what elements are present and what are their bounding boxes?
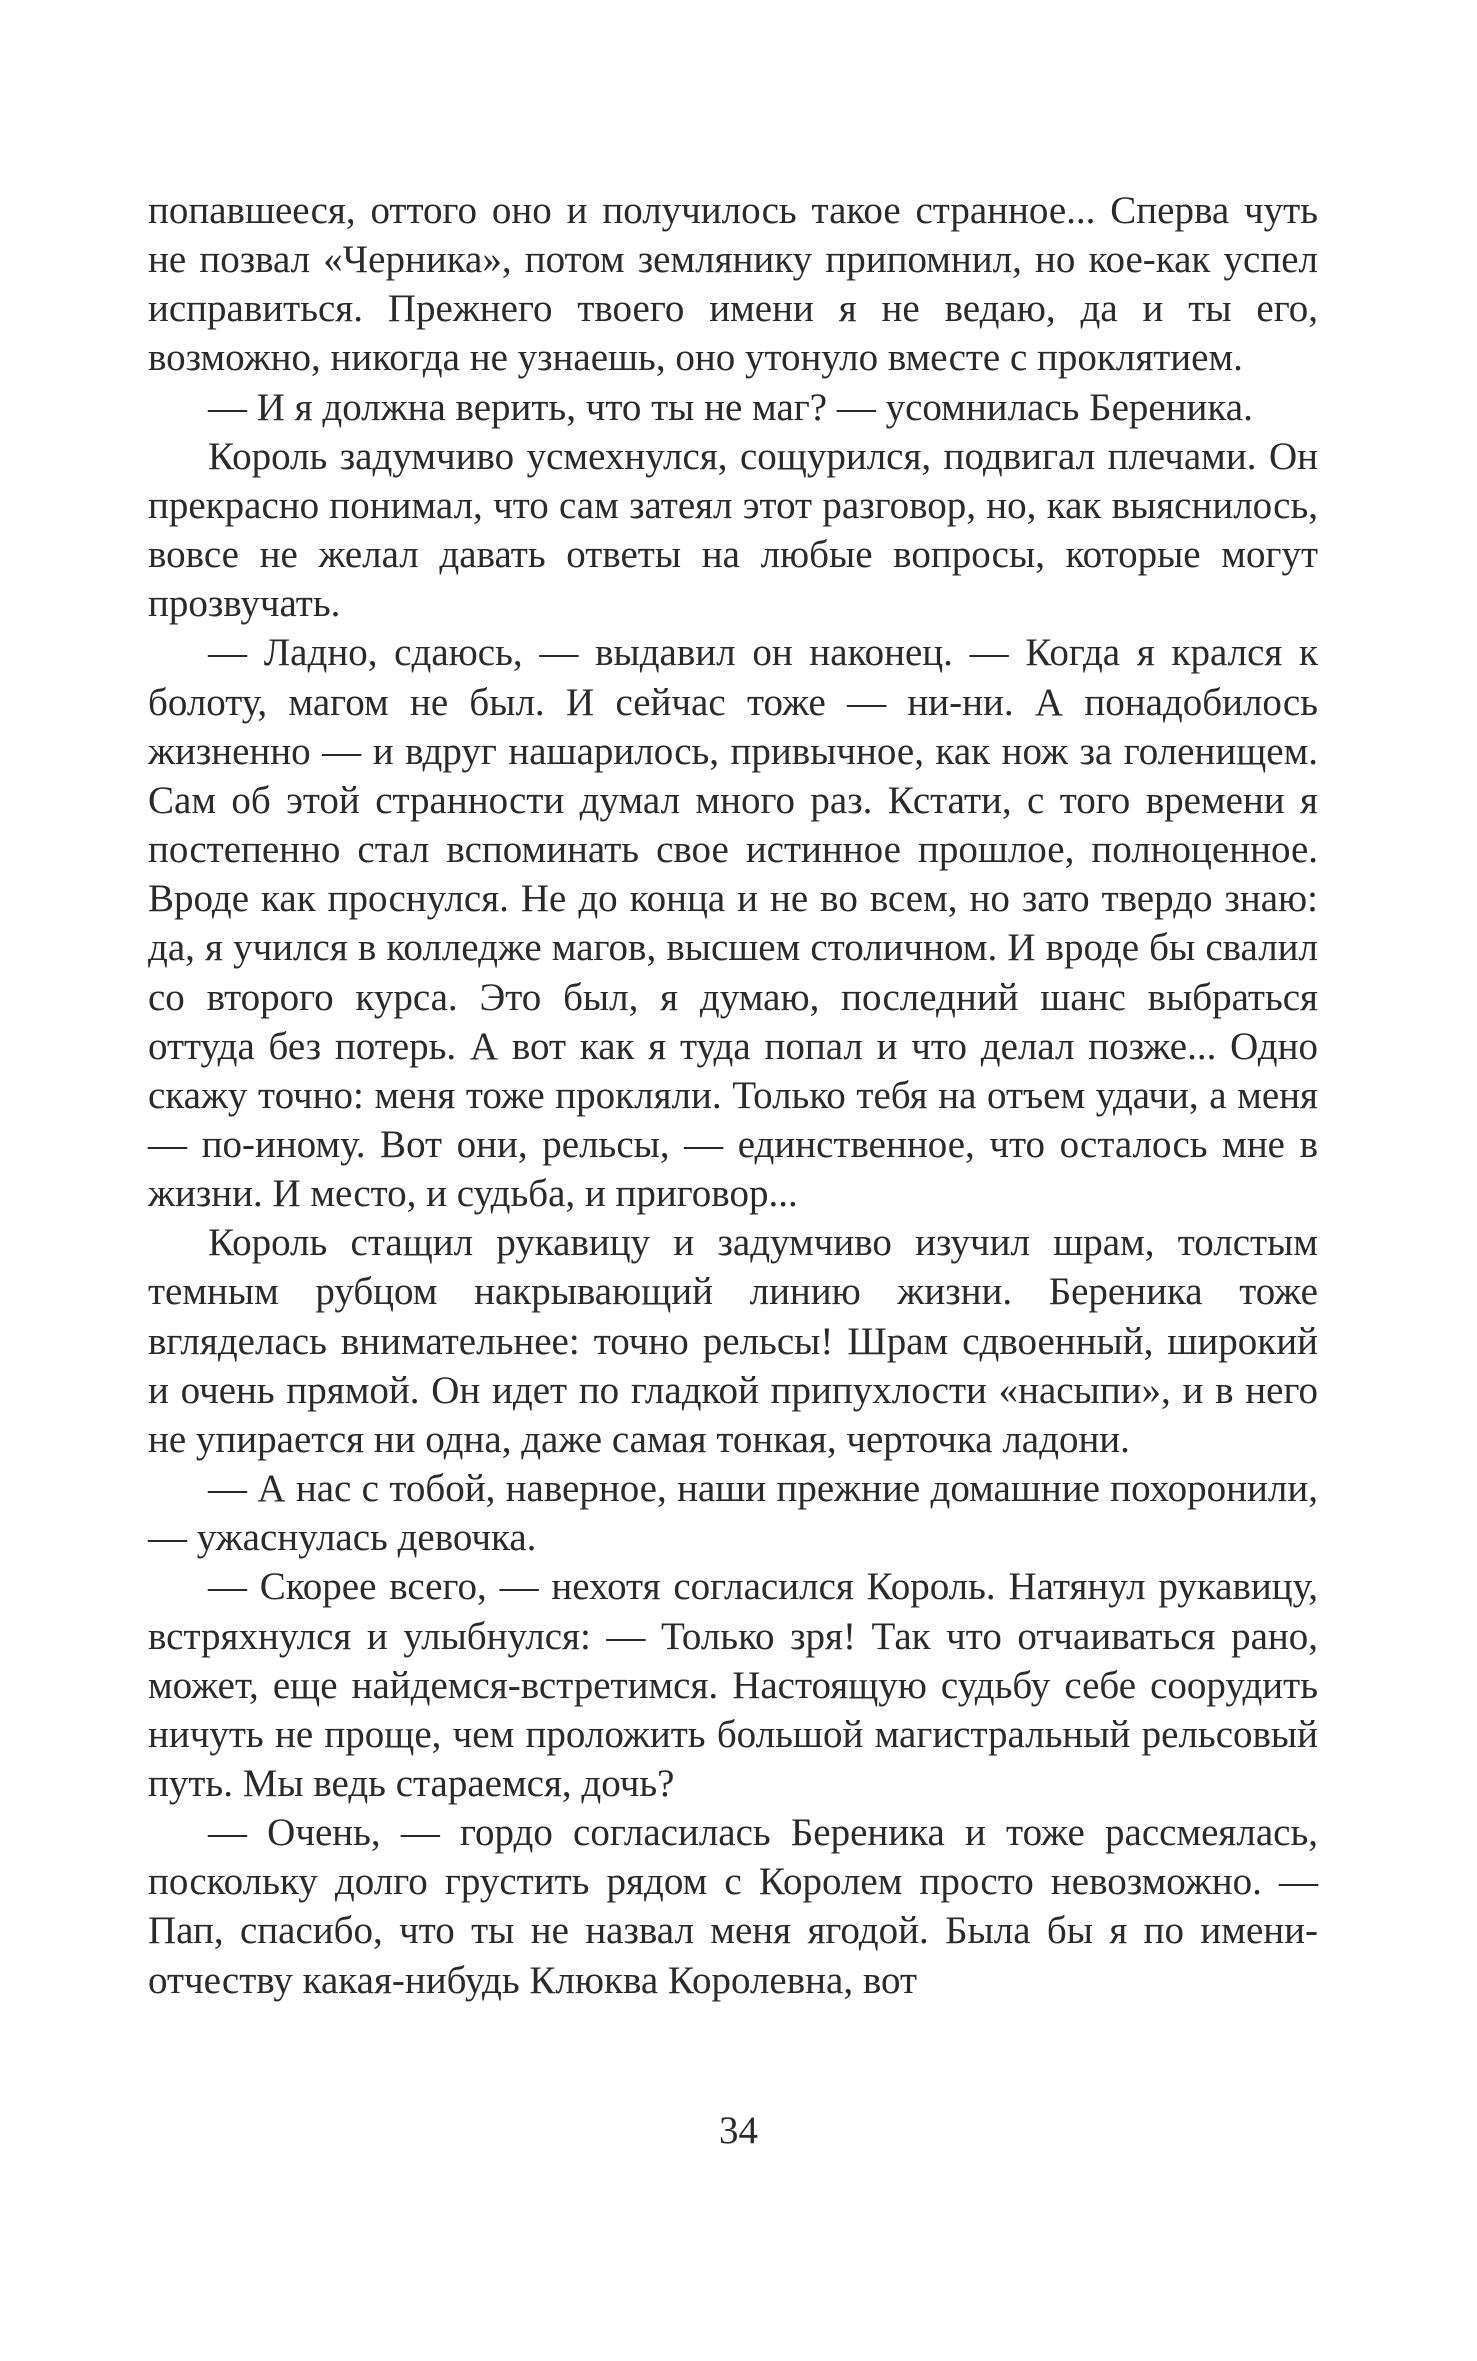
paragraph: попавшееся, оттого оно и получилось такое странное... Сперва чуть не позвал «Черника», потом землянику припомнил, но кое-как успел исправиться. Прежнего твоего имени я не ведаю, да и ты его, возможно, никогда не узнаешь, оно утонуло вместе с проклятием. <box>148 189 1318 380</box>
page-number: 34 <box>719 2109 758 2152</box>
paragraph: — Очень, — гордо согласилась Береника и тоже рассмеялась, поскольку долго грустить рядом с Королем просто невозможно. — Пап, спасибо, что ты не назвал меня ягодой. Была бы я по имени-отчеству какая-нибудь Клюква Королевна, вот <box>148 1811 1318 2002</box>
paragraph: — И я должна верить, что ты не маг? — усомнилась Береника. <box>208 385 1253 429</box>
paragraph: — Ладно, сдаюсь, — выдавил он наконец. — Когда я крался к болоту, магом не был. И сейчас тоже — ни-ни. А понадобилось жизненно — и вдруг нашарилось, привычное, как нож за голенищем. Сам об этой странности думал много раз. Кстати, с того времени я постепенно стал вспоминать свое истинное прошлое, полноценное. Вроде как проснулся. Не до конца и не во всем, но зато твердо знаю: да, я учился в колледже магов, высшем столичном. И вроде бы свалил со второго курса. Это был, я думаю, последний шанс выбраться оттуда без потерь. А вот как я туда попал и что делал позже... Одно скажу точно: меня тоже прокляли. Только тебя на отъем удачи, а меня — по-иному. Вот они, рельсы, — единственное, что осталось мне в жизни. И место, и судьба, и приговор... <box>148 631 1318 1216</box>
paragraph: — Скорее всего, — нехотя согласился Король. Натянул рукавицу, встряхнулся и улыбнулся: — Только зря! Так что отчаиваться рано, может, еще найдемся-встретимся. Настоящую судьбу себе соорудить ничуть не проще, чем проложить большой магистральный рельсовый путь. Мы ведь стараемся, дочь? <box>148 1565 1318 1805</box>
paragraph: Король стащил рукавицу и задумчиво изучил шрам, толстым темным рубцом накрывающий линию жизни. Береника тоже вгляделась внимательнее: точно рельсы! Шрам сдвоенный, широкий и очень прямой. Он идет по гладкой припухлости «насыпи», и в него не упирается ни одна, даже самая тонкая, черточка ладони. <box>148 1221 1318 1461</box>
paragraph: — А нас с тобой, наверное, наши прежние домашние похоронили, — ужаснулась девочка. <box>148 1467 1318 1560</box>
paragraph: Король задумчиво усмехнулся, сощурился, подвигал плечами. Он прекрасно понимал, что сам затеял этот разговор, но, как выяснилось, вовсе не желал давать ответы на любые вопросы, которые могут прозвучать. <box>148 434 1318 626</box>
page-body <box>148 186 1318 2005</box>
